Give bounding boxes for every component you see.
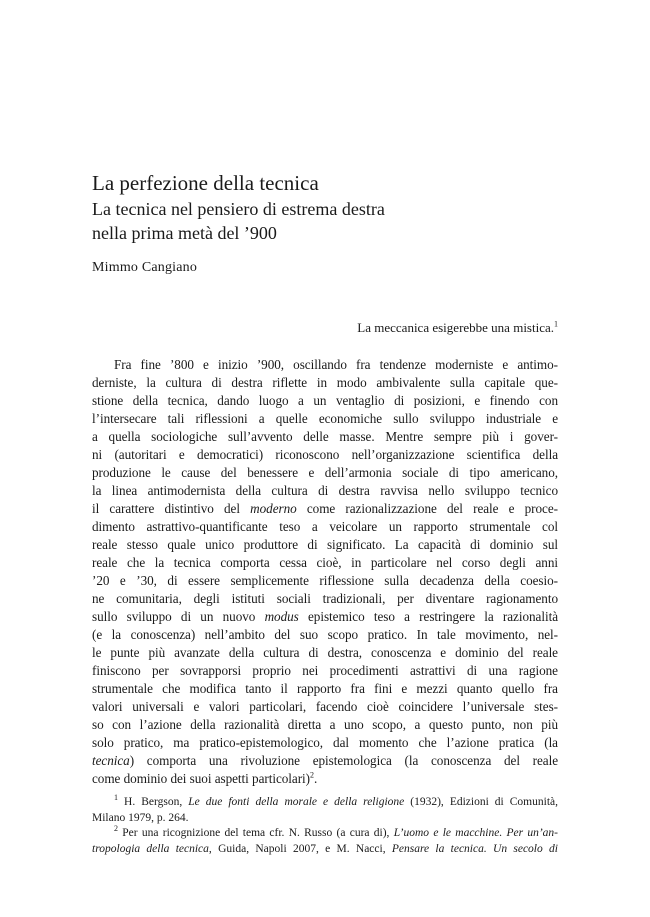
body-line: l’intersecare tali riflessioni a quelle economiche sullo sviluppo industriale e <box>92 411 558 426</box>
epigraph <box>92 319 558 336</box>
body-line: ne comunitaria, degli istituti sociali tradizionali, per diventare ragionamento <box>92 591 558 606</box>
footnote-number: 1 <box>114 793 118 803</box>
body-line: reale che la tecnica comporta cessa cioè, in particolare nel corso degli anni <box>92 555 558 570</box>
footnote-line: Milano 1979, p. 264. <box>92 811 189 824</box>
footnote <box>92 826 558 857</box>
chapter-subtitle <box>92 197 558 245</box>
body-line: sullo sviluppo di un nuovo modus epistemico teso a restringere la razionalità <box>92 609 559 624</box>
body-line: (e la conoscenza) nell’ambito del suo scopo pratico. In tale movimento, nel- <box>92 627 558 642</box>
body-line: ni (autoritari e democratici) riconoscono nell’organizzazione scientifica della <box>92 447 558 462</box>
author-name: Mimmo Cangiano <box>92 260 198 275</box>
body-line: la linea antimodernista della cultura di destra ravvisa nello sviluppo tecnico <box>92 483 558 498</box>
body-line: Fra fine ’800 e inizio ’900, oscillando fra tendenze moderniste e antimo- <box>114 357 558 372</box>
subtitle-line: La tecnica nel pensiero di estrema destra <box>92 199 385 219</box>
footnote-line: $^1$ H. Bergson, Le due fonti della morale e della religione (1932), Edizioni di Comunità, <box>114 793 558 808</box>
body-line: il carattere distintivo del moderno come razionalizzazione del reale e proce- <box>92 501 558 516</box>
footnote <box>92 795 558 826</box>
body-line: derniste, la cultura di destra riflette in modo ambivalente sulla capitale que- <box>92 375 558 390</box>
footnote-line: tropologia della tecnica, Guida, Napoli 2007, e M. Nacci, Pensare la tecnica. Un secolo di <box>92 842 558 855</box>
epigraph-text: La meccanica esigerebbe una mistica. <box>357 320 554 335</box>
body-line: reale stesso quale unico produttore di significato. La capacità di dominio sul <box>92 537 558 552</box>
body-line: so con l’azione della razionalità diretta a uno scopo, a questo punto, non più <box>92 717 558 732</box>
body-line: tecnica) comporta una rivoluzione epistemologica (la conoscenza del reale <box>92 753 558 768</box>
footnotes <box>92 795 558 857</box>
body-line: come dominio dei suoi aspetti particolari)$^2$. <box>92 770 318 786</box>
body-line: solo pratico, ma pratico-epistemologico, dal momento che l’azione pratica (la <box>92 735 558 750</box>
body-line: dimento astrattivo-quantificante teso a veicolare un rapporto strumentale col <box>92 519 558 534</box>
body-line: produzione le cause del benessere e dell’armonia sociale di tipo americano, <box>92 465 558 480</box>
footnote-marker: 1 <box>554 319 558 329</box>
body-paragraph <box>92 356 558 788</box>
footnote-line: $^2$ Per una ricognizione del tema cfr. N. Russo (a cura di), L’uomo e le macchine. Per un’an- <box>114 824 558 839</box>
body-line: le punte più avanzate della cultura di destra, conoscenza e dominio del reale <box>92 645 558 660</box>
body-line: valori universali e valori particolari, facendo cioè coincidere l’universale stes- <box>92 699 558 714</box>
body-line: ’20 e ’30, di essere semplicemente riflessione sulla decadenza della coesio- <box>92 573 558 588</box>
footnote-number: 2 <box>114 824 118 834</box>
body-line: finiscono per sovrapporsi proprio nei procedimenti astrattivi di una ragione <box>92 663 558 678</box>
body-line: stione della tecnica, dando luogo a un ventaglio di posizioni, e finendo con <box>92 393 558 408</box>
subtitle-line: nella prima metà del ’900 <box>92 223 277 243</box>
chapter-title: La perfezione della tecnica <box>92 171 319 195</box>
body-line: strumentale che modifica tanto il rapporto fra fini e mezzi quanto quello fra <box>92 681 558 696</box>
footnote-marker: 2 <box>310 770 314 780</box>
body-line: a quella sociologiche sull’avvento delle masse. Mentre sempre più i gover- <box>92 429 558 444</box>
